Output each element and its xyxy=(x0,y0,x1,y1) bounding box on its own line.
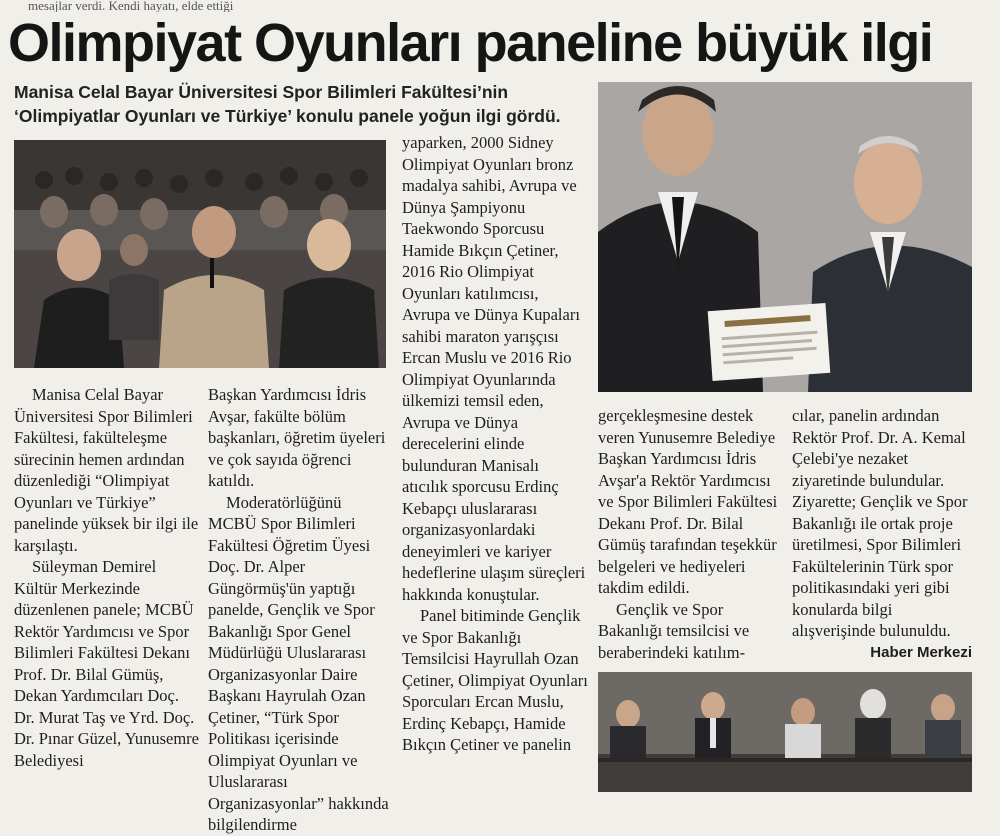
paragraph: cılar, panelin ardından Rektör Prof. Dr. A. Kemal Çelebi'ye nezaket ziyaretinde bulundular. Ziyarette; Gençlik ve Spor Bakanlığı ile ortak proje üretilmesi, Spor Bilimleri Fakültelerinin Türk spor politikasındaki yeri gibi konularda bilgi alışverişinde bulunuldu. xyxy=(792,406,968,640)
award-photo xyxy=(598,82,972,392)
paragraph: Panel bitiminde Gençlik ve Spor Bakanlığı Temsilcisi Hayrullah Ozan Çetiner, Olimpiyat Oyunları Sporcuları Ercan Muslu, Erdinç Kebapçı, Hamide Bıkçın Çetiner ve panelin xyxy=(402,606,588,754)
byline: Haber Merkezi xyxy=(870,643,972,661)
paragraph: gerçekleşmesine destek veren Yunusemre Belediye Başkan Yardımcısı İdris Avşar'a Rektör Yardımcısı ve Spor Bilimleri Fakültesi Dekanı Prof. Dr. Bilal Gümüş tarafından teşekkür belgeleri ve hediyeleri takdim edildi. xyxy=(598,406,778,597)
previous-article-text: mesajlar verdi. Kendi hayatı, elde ettiği xyxy=(28,0,234,12)
article-column-1 xyxy=(14,384,200,771)
article-column-4 xyxy=(598,405,784,663)
paragraph: Başkan Yardımcısı İdris Avşar, fakülte bölüm başkanları, öğretim üyeleri ve çok sayıda öğrenci katıldı. xyxy=(208,385,386,490)
panel-photo xyxy=(598,672,972,792)
article-column-5 xyxy=(792,405,972,663)
paragraph: yaparken, 2000 Sidney Olimpiyat Oyunları bronz madalya sahibi, Avrupa ve Dünya Şampiyonu Taekwondo Sporcusu Hamide Bıkçın Çetiner, 2016 Rio Olimpiyat Oyunları katılımcısı, Avrupa ve Dünya Kupaları sahibi maraton yarışçısı Ercan Muslu ve 2016 Rio Olimpiyat Oyunlarında ülkemizi temsil eden, Avrupa ve Dünya derecelerini elinde bulunduran Manisalı atıcılık sporcusu Erdinç Kebapçı uluslararası organizasyonlardaki deneyimleri ve kariyer hedeflerine ulaşım süreçleri hakkında konuştular. xyxy=(402,133,586,604)
paragraph: Moderatörlüğünü MCBÜ Spor Bilimleri Fakültesi Öğretim Üyesi Doç. Dr. Alper Güngörmüş'ün yaptığı panelde, Gençlik ve Spor Bakanlığı Spor Genel Müdürlüğü Uluslararası Organizasyonlar Daire Başkanı Hayrulah Ozan Çetiner, “Türk Spor Politikası içerisinde Olimpiyat Oyunları ve Uluslararası Organizasyonlar” hakkında bilgilendirme xyxy=(208,492,389,834)
article-column-2 xyxy=(208,384,394,836)
paragraph: Manisa Celal Bayar Üniversitesi Spor Bilimleri Fakültesi, fakülteleşme sürecinin hemen ardından düzenlediği “Olimpiyat Oyunları ve Türkiye” panelinde yüksek bir ilgi ile karşılaştı. xyxy=(14,385,199,555)
paragraph: Gençlik ve Spor Bakanlığı temsilcisi ve beraberindeki katılım- xyxy=(598,599,750,662)
paragraph: Süleyman Demirel Kültür Merkezinde düzenlenen panele; MCBÜ Rektör Yardımcısı ve Spor Bilimleri Fakültesi Dekanı Prof. Dr. Bilal Gümüş, Dekan Yardımcıları Doç. Dr. Murat Taş ve Yrd. Doç. Dr. Pınar Güzel, Yunusemre Belediyesi xyxy=(14,557,199,770)
lead-paragraph: Manisa Celal Bayar Üniversitesi Spor Bilimleri Fakültesi’nin ‘Olimpiyatlar Oyunları ve Türkiye’ konulu panele yoğun ilgi gördü. xyxy=(14,82,561,126)
headline: Olimpiyat Oyunları paneline büyük ilgi xyxy=(8,13,933,73)
article-column-3 xyxy=(402,132,588,756)
audience-photo xyxy=(14,140,386,368)
